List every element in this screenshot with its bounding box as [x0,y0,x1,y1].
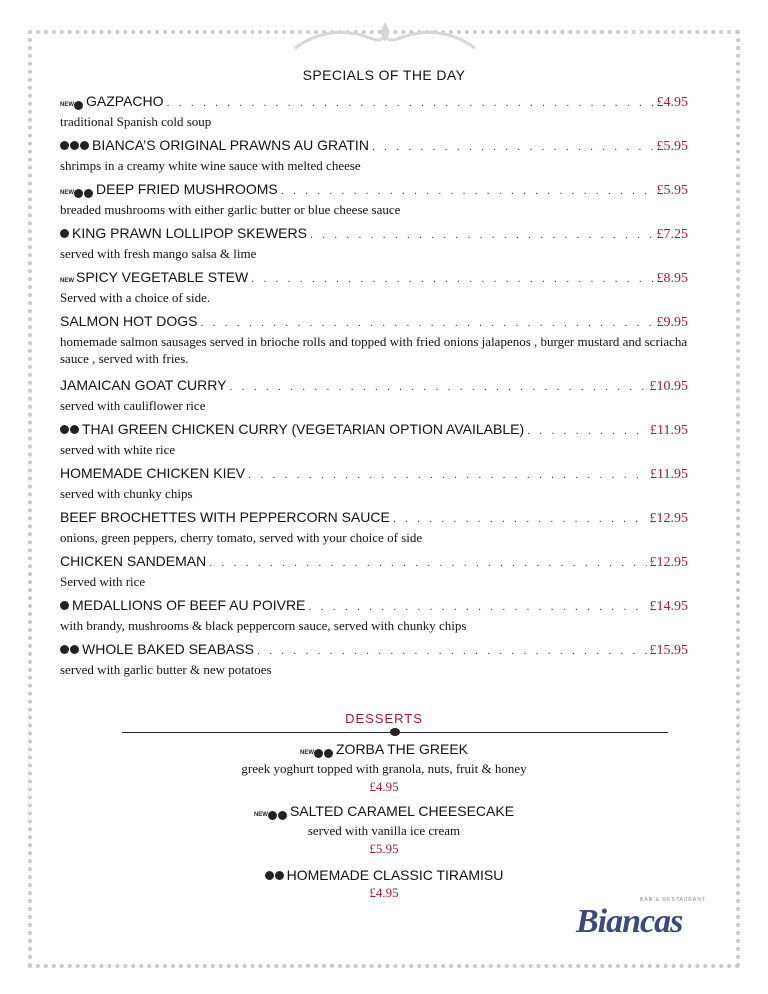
dessert-description: served with vanilla ice cream [307,823,461,838]
item-description: traditional Spanish cold soup [60,114,212,129]
item-price: £10.95 [649,379,688,394]
veg-icon [268,811,277,820]
item-price: £12.95 [649,555,688,570]
dairy-icon [60,645,69,654]
veg-icon [74,189,83,198]
logo-wordmark: Biancas [576,903,683,940]
special-item [60,269,688,306]
new-icon: NEW [60,190,74,196]
item-name: BEEF BROCHETTES WITH PEPPERCORN SAUCE [60,509,390,525]
item-price: £8.95 [656,271,688,286]
item-name: MEDALLIONS OF BEEF AU POIVRE [72,597,306,613]
special-item [60,509,688,546]
diet-icons [254,811,287,820]
special-item [60,641,688,678]
item-price: £5.95 [656,139,688,154]
dessert-item [0,803,768,857]
dessert-name: SALTED CARAMEL CHEESECAKE [289,803,515,819]
special-item [60,377,688,414]
diet-icons [60,189,93,198]
dot-leader [281,185,654,197]
item-description: served with chunky chips [60,486,193,501]
dessert-item [0,741,768,795]
diet-icons [60,141,89,150]
dessert-price: £4.95 [369,885,399,900]
new-icon: NEW [60,102,74,108]
special-item [60,181,688,218]
dairy-icon [70,425,79,434]
dot-leader [200,317,653,329]
item-price: £5.95 [656,183,688,198]
special-item [60,137,688,174]
dairy-icon [278,811,287,820]
desserts-divider [122,732,668,733]
page-title: SPECIALS OF THE DAY [302,67,466,83]
dot-leader [248,469,647,481]
diet-icons [60,229,69,238]
dairy-icon [265,871,274,880]
dot-leader [310,229,654,241]
item-name: SALMON HOT DOGS [60,313,198,329]
dot-leader [372,141,654,153]
item-name: GAZPACHO [86,93,164,109]
veg-icon [324,749,333,758]
item-description: Served with rice [60,574,146,589]
item-description: shrimps in a creamy white wine sauce with melted cheese [60,158,361,173]
biancas-logo [568,893,718,953]
gf-icon [60,425,69,434]
item-description: served with garlic butter & new potatoes [60,662,272,677]
item-description: served with fresh mango salsa & lime [60,246,257,261]
logo-tagline: BAR & RESTAURANT [640,897,706,903]
special-item [60,93,688,130]
item-price: £15.95 [649,643,688,658]
special-item [60,553,688,590]
item-name: SPICY VEGETABLE STEW [76,269,249,285]
item-name: DEEP FRIED MUSHROOMS [96,181,278,197]
nut-icon [84,189,93,198]
item-name: KING PRAWN LOLLIPOP SKEWERS [72,225,307,241]
dessert-price: £4.95 [369,779,399,794]
dessert-name: HOMEMADE CLASSIC TIRAMISU [286,867,504,883]
special-item [60,597,688,634]
dot-leader [257,645,647,657]
dot-leader [308,601,646,613]
special-item [60,465,688,502]
diet-icons [60,101,83,110]
gf-icon [70,645,79,654]
dairy-icon [314,749,323,758]
item-name: CHICKEN SANDEMAN [60,553,207,569]
veg-icon [74,101,83,110]
veg-icon [275,871,284,880]
special-item [60,421,688,458]
diet-icons [60,278,73,285]
new-icon: NEW [60,278,74,284]
item-description: served with white rice [60,442,176,457]
new-icon: NEW [253,812,268,818]
item-description: served with cauliflower rice [60,398,206,413]
item-price: £14.95 [649,599,688,614]
ornament-flourish [290,18,480,58]
item-price: £7.25 [656,227,688,242]
item-description: with brandy, mushrooms & black peppercorn sauce, served with chunky chips [60,618,467,633]
item-name: BIANCA’S ORIGINAL PRAWNS AU GRATIN [92,137,369,153]
dot-leader [209,557,646,569]
item-description: homemade salmon sausages served in brioche rolls and topped with fried onions jalapenos , burger mustard and scriacha sauce , served with fries. [60,334,688,366]
dot-leader [393,513,647,525]
item-price: £11.95 [650,467,688,482]
special-item [60,225,688,262]
item-name: WHOLE BAKED SEABASS [82,641,254,657]
dot-leader [167,97,654,109]
item-description: onions, green peppers, cherry tomato, served with your choice of side [60,530,423,545]
gf-icon [60,601,69,610]
dessert-price: £5.95 [369,841,399,856]
diet-icons [60,425,79,434]
diet-icons [265,871,284,880]
fish-icon [60,229,69,238]
dessert-name: ZORBA THE GREEK [336,741,468,757]
item-price: £4.95 [656,95,688,110]
dairy-icon [60,141,69,150]
veg-icon [70,141,79,150]
new-icon: NEW [300,750,314,756]
dot-leader [229,381,646,393]
item-price: £9.95 [656,315,688,330]
item-name: THAI GREEN CHICKEN CURRY (VEGETARIAN OPTION AVAILABLE) [82,421,525,437]
diet-icons [300,749,333,758]
item-price: £12.95 [649,511,688,526]
special-item [60,313,688,367]
desserts-heading: DESSERTS [345,711,423,726]
diet-icons [60,645,79,654]
item-name: JAMAICAN GOAT CURRY [60,377,227,393]
item-price: £11.95 [650,423,688,438]
dessert-description: greek yoghurt topped with granola, nuts, fruit & honey [241,761,527,776]
fish-icon [80,141,89,150]
item-name: HOMEMADE CHICKEN KIEV [60,465,246,481]
item-description: Served with a choice of side. [60,290,211,305]
diet-icons [60,601,69,610]
dot-leader [527,425,647,437]
dot-leader [251,273,653,285]
item-description: breaded mushrooms with either garlic butter or blue cheese sauce [60,202,401,217]
